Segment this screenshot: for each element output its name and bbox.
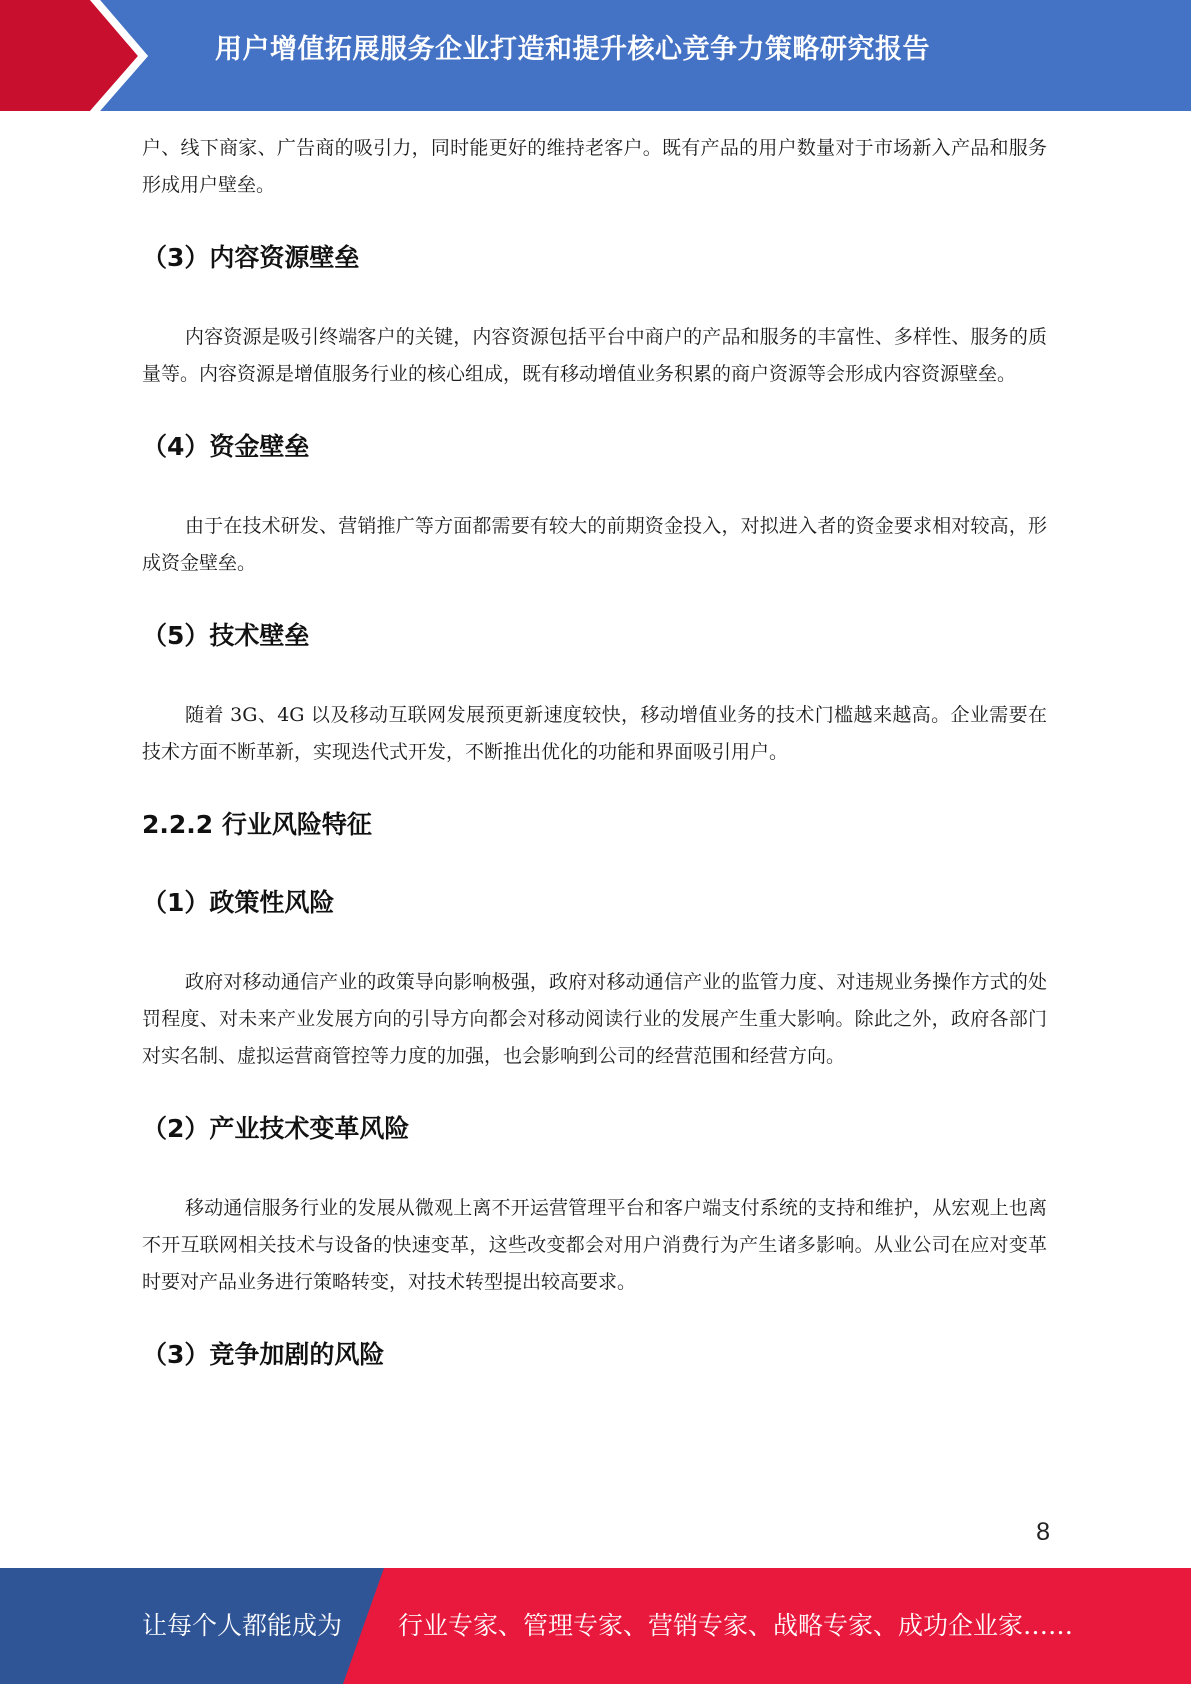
paragraph-tech-barrier: 随着 3G、4G 以及移动互联网发展预更新速度较快，移动增值业务的技术门槛越来越高。企业需要在技术方面不断革新，实现迭代式开发，不断推出优化的功能和界面吸引用户。 (142, 704, 1047, 763)
header-banner (0, 0, 1191, 111)
heading-industry-risk: 2.2.2 行业风险特征 (142, 810, 372, 839)
page-content (142, 130, 1047, 1375)
heading-policy-risk: （1）政策性风险 (142, 888, 335, 917)
paragraph-user-barrier: 户、线下商家、广告商的吸引力，同时能更好的维持老客户。既有产品的用户数量对于市场新入产品和服务形成用户壁垒。 (142, 137, 1047, 196)
footer-slogan-left: 让每个人都能成为 (142, 1611, 343, 1640)
page-number: 8 (1036, 1518, 1050, 1546)
heading-tech-change-risk: （2）产业技术变革风险 (142, 1114, 410, 1143)
heading-tech-barrier: （5）技术壁垒 (142, 621, 310, 650)
paragraph-content-barrier: 内容资源是吸引终端客户的关键，内容资源包括平台中商户的产品和服务的丰富性、多样性、服务的质量等。内容资源是增值服务行业的核心组成，既有移动增值业务积累的商户资源等会形成内容资源壁垒。 (142, 326, 1047, 385)
heading-content-barrier: （3）内容资源壁垒 (142, 243, 360, 272)
report-title: 用户增值拓展服务企业打造和提升核心竞争力策略研究报告 (215, 34, 930, 65)
footer-banner (0, 1568, 1191, 1684)
heading-competition-risk: （3）竞争加剧的风险 (142, 1340, 385, 1369)
paragraph-policy-risk: 政府对移动通信产业的政策导向影响极强，政府对移动通信产业的监管力度、对违规业务操作方式的处罚程度、对未来产业发展方向的引导方向都会对移动阅读行业的发展产生重大影响。除此之外，政府各部门对实名制、虚拟运营商管控等力度的加强，也会影响到公司的经营范围和经营方向。 (142, 971, 1047, 1067)
footer-slogan-right: 行业专家、管理专家、营销专家、战略专家、成功企业家…… (398, 1611, 1074, 1640)
paragraph-capital-barrier: 由于在技术研发、营销推广等方面都需要有较大的前期资金投入，对拟进入者的资金要求相对较高，形成资金壁垒。 (142, 515, 1047, 574)
paragraph-tech-change-risk: 移动通信服务行业的发展从微观上离不开运营管理平台和客户端支付系统的支持和维护，从宏观上也离不开互联网相关技术与设备的快速变革，这些改变都会对用户消费行为产生诸多影响。从业公司在应对变革时要对产品业务进行策略转变，对技术转型提出较高要求。 (142, 1197, 1047, 1293)
heading-capital-barrier: （4）资金壁垒 (142, 432, 310, 461)
